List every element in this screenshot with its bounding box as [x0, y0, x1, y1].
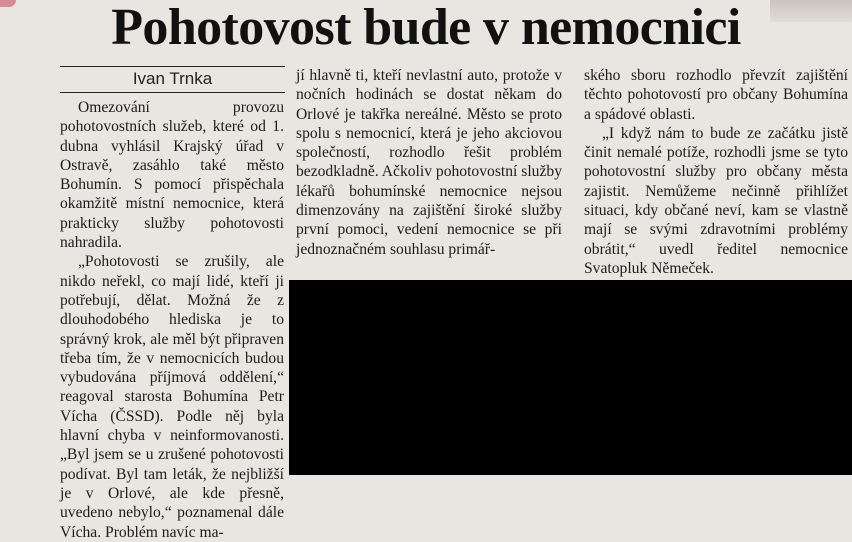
article-column-3 [584, 66, 848, 278]
paragraph: jí hlavně ti, kteří nevlastní auto, protože v nočních hodinách se dostat někam do Orlové je takřka nereálné. Město se proto spolu s nemocnicí, která je jeho akciovou společností, rozhodlo řešit problém bezodkladně. Ačkoliv pohotovostní služby lékařů bohumínské nemocnice nejsou dimenzovány na zajištění široké služby první pomoci, vedení nemocnice se při jednoznačném souhlasu primář- [296, 67, 562, 258]
paragraph: ského sboru rozhodlo převzít zajištění těchto pohotovostí pro občany Bohumína a spádové oblasti. [584, 67, 848, 123]
byline-rule-top [60, 66, 285, 67]
headline: Pohotovost bude v nemocnici [111, 0, 741, 56]
paragraph: Omezování provozu pohotovostních služeb, které od 1. dubna vyhlásil Krajský úřad v Ostravě, zasáhlo také město Bohumín. S pomocí přispěchala okamžitě místní nemocnice, která prakticky služby pohotovosti nahradila. [60, 99, 284, 252]
paragraph: „I když nám to bude ze začátku jistě činit nemalé potíže, rozhodli jsme se tyto pohotovostní služby pro občany města zajistit. Nemůžeme nečinně přihlížet situaci, kdy občané neví, kam se vlastně mají se svými zdravotními problémy obrátit,“ uvedl ředitel nemocnice Svatopluk Němeček. [584, 124, 848, 277]
redacted-photo-block [289, 280, 852, 475]
paragraph: „Pohotovosti se zrušily, ale nikdo neřekl, co mají lidé, kteří ji potřebují, dělat. Možná že z dlouhodobého hlediska je to správný krok, ale měl být připraven třeba tím, že v nemocnicích budou vybudována příjmová oddělení,“ reagoval starosta Bohumína Petr Vícha (ČSSD). Podle něj byla hlavní chyba v neinformovanosti. „Byl jsem se u zrušené pohotovosti podívat. Byl tam leták, že nejbližší je v Orlové, ale kde přesně, uvedeno nebylo,“ poznamenal dále Vícha. Problém navíc ma- [60, 253, 284, 541]
author-byline: Ivan Trnka [132, 69, 213, 88]
article-column-1 [60, 98, 284, 542]
byline-rule-bottom [60, 92, 285, 93]
article-column-2 [296, 66, 562, 259]
